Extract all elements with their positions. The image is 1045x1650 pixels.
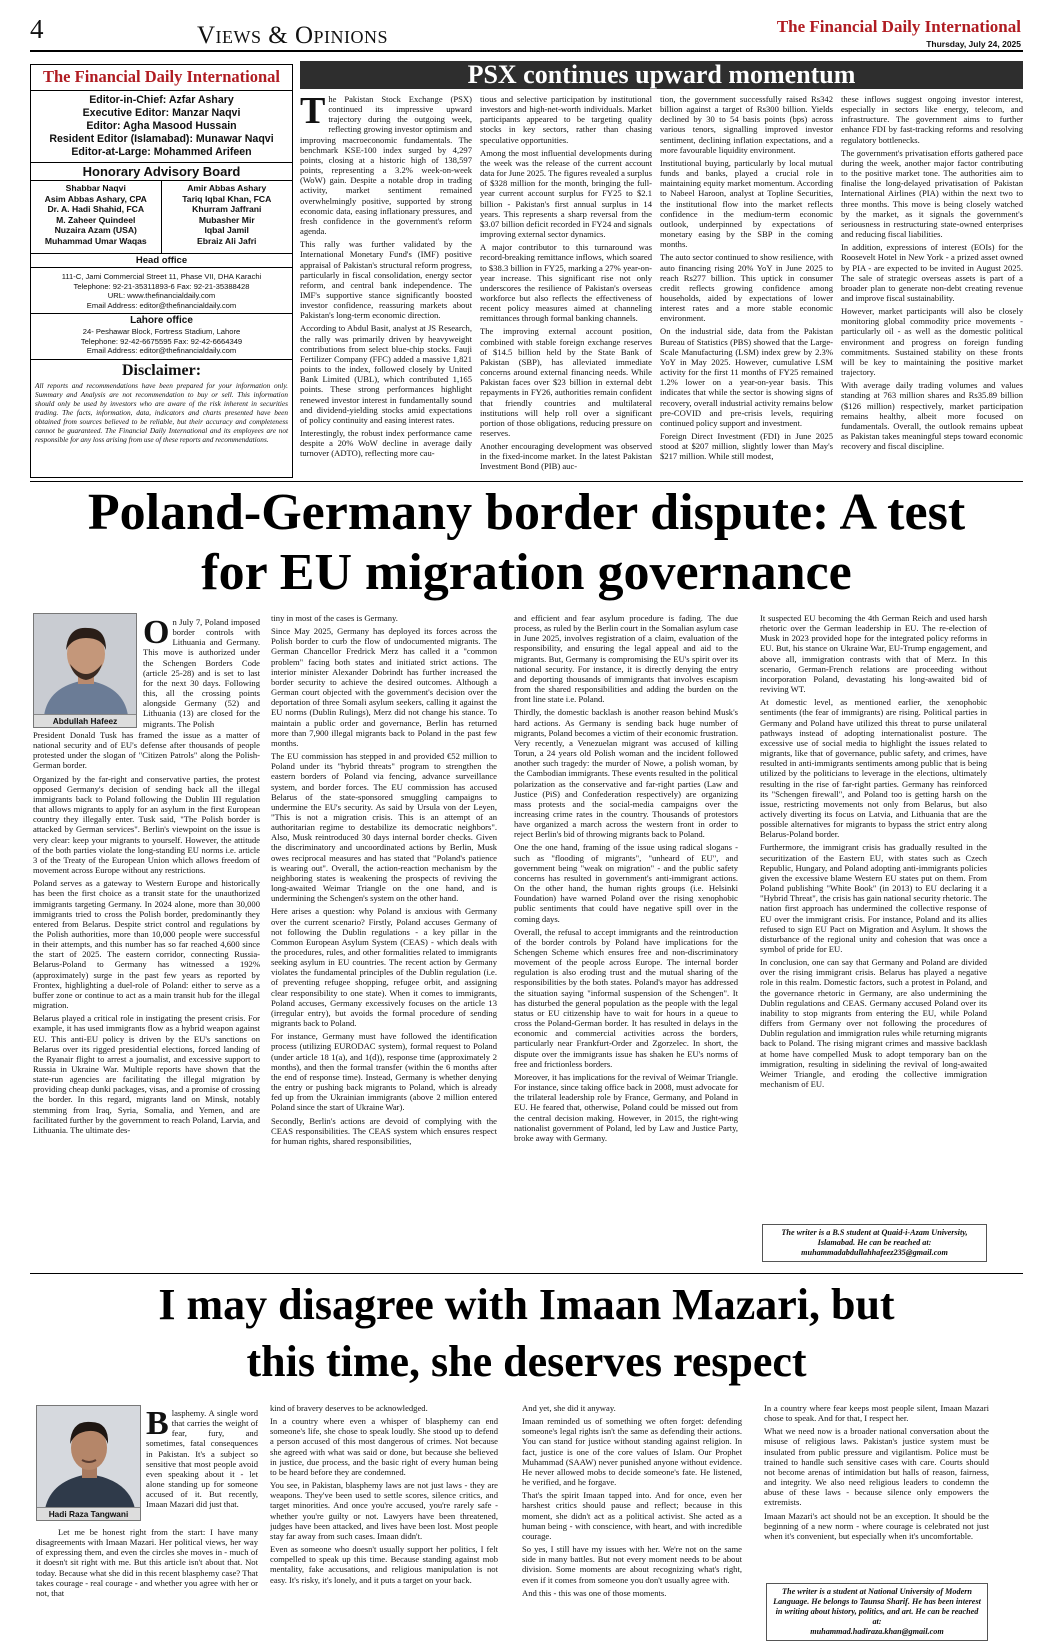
lahore-office-line: 24- Peshawar Block, Fortress Stadium, Lahore <box>82 327 241 336</box>
poland-dropcap: O <box>143 617 170 651</box>
editors-list <box>31 91 292 163</box>
paragraph: Overall, the refusal to accept immigrants and the reintroduction of the border controls by Poland have implications for the Schengen Scheme which ensures free and non-discriminatory movement of the people across Europe. The internal border regulation is also eroding trust and the mutual sharing of the responsibilities by the both states. Poland's mayor has addressed the situation saying "informal suspension of the Schengen". It has disturbed the general population as the people with the legal status or EU citizenship have to wait for hours in a queue to cross the Poland-German border. It has resulted in delays in the economic and commercial activities across the borders, particularly near Frankfurt-Order and Zgorzelec. In short, the dispute over the immigrants issue has shaken he EU's norms of free and frictionless borders. <box>514 926 738 1069</box>
paragraph: Here arises a question: why Poland is anxious with Germany over the current scenario? Firstly, Poland accuses Germany of not following the Dublin regulations - a key pillar in the Common European Asylum System (CEAS) - which deals with the procedures, rules, and other formalities related to immigrants seeking asylum in EU countries. The recent action by Germany violates the fundamental principles of the Dublin regulation (i.e. of preventing refugee shopping, refugee orbit, and assigning clear responsibility to one state). When it comes to immigrants, Poland accuses, Germany excessively focuses on the article 13 (irregular entry), but avoids the formal procedure of sending migrants back to Poland. <box>271 906 497 1029</box>
psx-column-1 <box>300 94 472 478</box>
header-date: Thursday, July 24, 2025 <box>926 39 1021 49</box>
lahore-office <box>31 327 292 360</box>
portrait-icon <box>37 1406 141 1509</box>
paragraph: Secondly, Berlin's actions are devoid of complying with the CEAS responsibilities. The CEAS system which ensures respect for human rights, shared responsibilities, <box>271 1115 497 1146</box>
advisory-board-right <box>162 181 293 253</box>
paragraph: Interestingly, the robust index performance came despite a 20% WoW decline in average daily turnover (ADTO), reflecting more cau- <box>300 428 472 459</box>
board-member: Shabbar Naqvi <box>65 183 126 193</box>
lahore-office-line: Telephone: 92-42-6675595 Fax: 92-42-6664349 <box>80 336 243 346</box>
header-rule <box>30 50 1023 52</box>
paragraph: Moreover, it has implications for the revival of Weimar Triangle. For instance, since taking office back in 2008, must advocate for the trilateral leadership role by France, Germany, and Poland in EU. He feared that, otherwise, Poland could be missed out from the central decision making. However, in 2015, the right-wing nationalist government of Poland, led by Law and Justice Party, broke away with Germany. <box>514 1071 738 1143</box>
poland-headline-line: Poland-Germany border dispute: A test <box>87 484 966 541</box>
paragraph: At domestic level, as mentioned earlier, the xenophobic sentiments (the fear of immigrants) are rising. Political parties in Germany and Poland have utilized this threat to purse unilateral pathways instead of adopting internationalist posture. The excessive use of social media to highlight the issues related to migrants, like that of governance, public safety, and crimes, have resulted in anti-immigrants sentiments among public that is being utilized by the politicians to leverage in the elections, ultimately resulting in the rise of far-right parties. Germany has reinforced its "Schengen firewall", and Poland too is getting harsh on the issue, restricting movements not only from Belarus, but also actively diverting its focus on Latvia, and Lithuania that are the possible alternatives for migrants to bypass the strict entry along Belarus-Poland border. <box>760 697 987 840</box>
board-member: Mubasher Mir <box>198 214 255 225</box>
paragraph: n July 7, Poland imposed border controls with Lithuania and Germany. This move is authorized under the Schengen Borders Code (article 25-28) and is set to last for the next 30 days. Following this, all the crossing points alongside Germany (52) and Lithuania (13) are closed for the migrants. The Polish <box>143 617 260 729</box>
paragraph: The government's privatisation efforts gathered pace during the week, another major factor contributing to the positive market tone. The authorities aim to finalise the long-delayed privatisation of Pakistan International Airlines (PIA) within the next two to three months. This move is being closely watched by the market, as it signals the government's seriousness in restructuring state-owned enterprises and reducing fiscal liabilities. <box>841 147 1023 240</box>
disclaimer-text: All reports and recommendations have been prepared for your information only. Summary and Analysis are not recommendation to buy or sell. This information should only be used by investors who are aware of the risk inherent in securities trading. The facts, information, data, indicators and charts presented have been obtained from sources believed to be reliable, but their accuracy and completeness cannot be guaranteed. The Financial Daily International and its employees are not responsible for any loss arising from use of these reports and recommendations. <box>35 380 288 445</box>
lahore-office-line: Email Address: editor@thefinancialdaily.com <box>86 346 237 355</box>
poland-author-bio <box>762 1224 987 1262</box>
paragraph: In conclusion, one can say that Germany and Poland are divided over the rising immigrant crisis. Belarus has played a negative role in this realm. Domestic factors, such a protest in Poland, and the governance rhetoric in Germany, are also undermining the Dublin regulations and CEAS. Germany accused Poland over its inability to stop migrants from entering the EU, while Poland differs from Germany over not following the procedures of Dublin regulation and immigration rules while returning migrants back to Poland. The rising migrant crimes and massive backlash at home have compelled Musk to adopt temporary ban on the immigration, resulting in sidelining the revival of long-awaited Weimer Triangle, and eroding the collective immigration mechanism of EU. <box>760 957 987 1090</box>
paragraph: Furthermore, the immigrant crisis has gradually resulted in the securitization of the Eastern EU, with states such as Czech Republic, Hungary, and Poland adopting anti-immigrants policies given the excessive blame Western EU states put on them. From Poland publishing "White Book" (in 2013) to EU declaring it a "Hybrid Threat", the crisis has gain national security rhetoric. The nation first approach has undermined the collective response of EU over the immigrant crisis. For instance, Poland and its allies refused to sign EU Pact on Migration and Asylum. It shows the disturbance of the regional unity and cohesion that was once a symbol of pride for EU. <box>760 842 987 954</box>
paragraph: Among the most influential developments during the week was the release of the current account data for June 2025. The figures revealed a surplus of $328 million for the month, bringing the full-year current account surplus for FY25 to $2.1 billion - Pakistan's first annual surplus in 14 years. This represents a sharp reversal from the $3.07 billion deficit recorded in FY24 and signals improving external sector dynamics. <box>480 147 652 240</box>
paragraph: tious and selective participation by institutional investors and high-net-worth individuals. Market participants appeared to be targeting quality stocks in key sectors, rather than chasing speculative opportunities. <box>480 94 652 145</box>
bio-email: muhammad.hadiraza.khan@gmail.com <box>810 1627 944 1636</box>
poland-column-2 <box>271 613 497 1269</box>
board-member: M. Zaheer Quindeel <box>56 214 136 225</box>
paragraph: That's the spirit Imaan tapped into. And for once, even her harshest critics should pause and reflect; because in this moment, she didn't act as a political activist. She acted as a human being - with conscience, with heart, and with incredible courage. <box>522 1490 742 1541</box>
section-divider <box>30 1273 1023 1274</box>
paragraph: And yet, she did it anyway. <box>522 1403 616 1413</box>
editor-line: Executive Editor: Manzar Naqvi <box>82 107 241 119</box>
mazari-headline-line: I may disagree with Imaan Mazari, but <box>158 1280 895 1329</box>
paragraph: tiny in most of the cases is Germany. <box>271 613 398 623</box>
advisory-board-left <box>31 181 162 253</box>
mazari-column-4 <box>764 1403 989 1583</box>
bio-email: muhammadabdullahhafeez235@gmail.com <box>801 1248 948 1257</box>
board-member: Iqbal Jamil <box>204 225 249 235</box>
paragraph: Institutional buying, particularly by local mutual funds and banks, played a crucial role in maintaining equity market momentum. According to Nabeel Haroon, analyst at Topline Securities, the institutional flow into the market reflects confidence in the medium-term economic outlook, underpinned by expectations of monetary easing by the SBP in the coming months. <box>660 157 833 250</box>
editor-line: Editor: Agha Masood Hussain <box>86 120 237 132</box>
paragraph: Belarus played a critical role in instigating the present crisis. For example, it has used immigrants flow as a hybrid weapon against EU. This anti-EU policy is driven by the EU's sanctions on Belarus over its rigged presidential elections, forced landing of the Ryanair flight to arrest a journalist, and excessive support to Russia in Ukraine War. Multiple reports have shown that the state-run agencies are facilitating the illegal migration by providing cheap dunki packages, visas, and a promise of crossing the border. In this regard, migrants land on Minsk, notably stemming from Iraq, Syria, Somalia, and Yemen, and are facilitated further by the government to reach Poland, Larvia, and Lithuania. The ultimate des- <box>33 1013 260 1135</box>
author-photo-hadi <box>36 1405 141 1521</box>
poland-headline-line: for EU migration governance <box>201 544 852 601</box>
advisory-board <box>31 181 292 254</box>
paragraph: The EU commission has stepped in and provided €52 million to Poland under its "hybrid threats" program to strengthen the eastern borders of Poland via fencing, advance surveillance system, and border forces. The EU commission has accused Belarus of the state-sponsored smuggling campaigns to undermine the EU's security. As said by Ursula von der Leyen, "This is not a migration crisis. This is an attempt of an authoritarian regime to destabilize its democratic neighbors". Also, Musk reintroduced 30 days internal border checks. Given the discriminatory and uncoordinated actions by Berlin, Musk owes reciprocal measures and has stated that "Poland's patience is wearing out". Overall, the action-reaction mechanism by the neighboring states is weakening the prospects of reviving the long-awaited Weimar Triangle on the one hand, and is undermining the Schengen's system on the other hand. <box>271 751 497 904</box>
paragraph: Thirdly, the domestic backlash is another reason behind Musk's hard actions. As Germany is sending back huge number of migrants, Poland becomes a victim of their economic frustration. Very recently, a Venezuelan migrant was accused of killing Torun, a 24 years old Polish woman and the incident followed another such tragedy: the murder of Nowe, a polish woman, by the Cambodian immigrants. These events resulted in the political polarization as the conservative and far-right parties (Law and Justice (PiS) and Confederation respectively) are organizing mass protests and the social-media campaigns over the increasing crime rates in the country. Thousands of protestors have organized a march across the western front in order to reject Berlin's bid of throwing migrants back to Poland. <box>514 707 738 840</box>
head-office-line: URL: www.thefinancialdaily.com <box>107 291 216 300</box>
portrait-icon <box>34 614 137 716</box>
paragraph: In a country where fear keeps most people silent, Imaan Mazari chose to speak. And for that, I respect her. <box>764 1403 989 1424</box>
board-member: Amir Abbas Ashary <box>187 183 267 193</box>
paragraph: You see, in Pakistan, blasphemy laws are not just laws - they are weapons. They've been used to settle scores, silence critics, and target minorities. And once you're accused, you're rarely safe - whether you're guilty or not. Lawyers have been threatened, judges have been attacked, and lives have been lost. Most people stay far away from such cases. Imaan didn't. <box>270 1480 498 1541</box>
page-number: 4 <box>30 14 44 44</box>
psx-headline <box>300 61 1023 89</box>
paragraph: On the industrial side, data from the Pakistan Bureau of Statistics (PBS) showed that the Large-Scale Manufacturing (LSM) index grew by 2.3% YoY in May 2025. However, cumulative LSM activity for the first 11 months of FY25 remained 1.2% lower on a year-on-year basis. This indicates that while the sector is showing signs of recovery, overall industrial activity remains below pre-COVID and pre-crisis levels, requiring continued policy support and investment. <box>660 326 833 428</box>
paragraph: tion, the government successfully raised Rs342 billion against a target of Rs300 billion. Yields declined by 30 to 54 basis points (bps) across various tenors, signalling improved investor sentiment, declining inflation expectations, and a more favourable liquidity environment. <box>660 94 833 155</box>
board-member: Muhammad Umar Waqas <box>44 235 147 246</box>
mazari-headline <box>30 1276 1023 1390</box>
paragraph: Let me be honest right from the start: I have many disagreements with Imaan Mazari. Her political views, her way of expressing them, and even the circles she moves in - much of it doesn't sit right with me. But this article isn't about that. Not today. Because what she did in this recent blasphemy case? That takes courage - real courage - and whether you agree with her or not, that <box>36 1527 258 1598</box>
paragraph: This rally was further validated by the International Monetary Fund's (IMF) positive appraisal of Pakistan's structural reform progress, particularly in fiscal consolidation, energy sector reform, and central bank independence. The IMF's supportive stance significantly boosted investor confidence, reassuring markets about Pakistan's long-term economic direction. <box>300 239 472 321</box>
paragraph: And this - this was one of those moments. <box>522 1587 667 1598</box>
paragraph: It suspected EU becoming the 4th German Reich and used harsh rhetoric over the German leadership in EU. The re-election of Musk in 2023 provided hope for the integrated policy reforms in EU. But, his stance on Ukraine War, EU-Trump engagement, and above all, immigration contrasts with that of Merz. In this scenario, German-French relations are proceeding without incorporation Poland, devastating his long-awaited bid of reviving WT. <box>760 613 987 695</box>
head-office-title: Head office <box>31 254 292 268</box>
psx-dropcap: T <box>300 94 326 132</box>
mazari-author-bio <box>766 1583 988 1641</box>
paragraph: With average daily trading volumes and values standing at 763 million shares and Rs35.89 billion ($126 million) respectively, market participation remains healthy, albeit more focused on fundamentals. Overall, the outlook remains upbeat as Pakistan takes meaningful steps toward economic recovery and fiscal discipline. <box>841 380 1023 452</box>
lahore-office-title: Lahore office <box>130 315 193 326</box>
section-divider <box>30 481 1023 482</box>
board-member: Asim Abbas Ashary, CPA <box>44 193 147 204</box>
author-name-hadi: Hadi Raza Tangwani <box>37 1507 140 1520</box>
paragraph: and efficient and fear asylum procedure is fading. The due process, as ruled by the Berlin court in the Somalian asylum case in June 2025, involves registration of a claim, evaluation of the responsibility, and ensuring the legal appeal and aid to the migrants. But, Germany is compromising the EU's spirit over its national security. For instance, it is directly denying the entry and deporting thousands of immigrants that involves escapism from the shared responsibilities and adding the burden on the front line state i.e. Poland. <box>514 613 738 705</box>
paragraph: One the one hand, framing of the issue using radical slogans - such as "flooding of migrants", "unheard of EU", and government being "weak on migration" - and the public safety concerns has resulted in government's anti-immigrant actions. On the other hand, the human rights groups (i.e. Helsinki Foundation) have warned Poland over the rising xenophobic public sentiments that could have negative spill over in the coming days. <box>514 842 738 924</box>
psx-column-2 <box>480 94 652 478</box>
mazari-column-2 <box>270 1403 498 1643</box>
paragraph: In addition, expressions of interest (EOIs) for the Roosevelt Hotel in New York - a prized asset owned by PIA - are expected to be invited in August 2025. The sale of strategic overseas assets is part of a broader plan to generate non-debt creating revenue and improve fiscal sustainability. <box>841 242 1023 303</box>
header-paper-name: The Financial Daily International <box>776 17 1021 36</box>
paragraph: What we need now is a broader national conversation about the misuse of religious laws. Pakistan's justice system must be insulated from public pressure and vigilantism. Police must be trained to handle such sensitive cases with care. Courts should not become arenas of intimidation but halls of reason, fairness, and integrity. We also need religious leaders to condemn the abuse of these laws - because silence only empowers the extremists. <box>764 1426 989 1508</box>
mazari-dropcap: B <box>146 1408 169 1442</box>
paragraph: these inflows suggest ongoing investor interest, especially in sectors like energy, telecom, and infrastructure. The government aims to further enhance FDI by fast-tracking reforms and resolving regulatory bottlenecks. <box>841 94 1023 145</box>
board-member: Tariq Iqbal Khan, FCA <box>182 193 272 204</box>
advisory-board-title: Honorary Advisory Board <box>31 163 292 181</box>
board-member: Dr. A. Hadi Shahid, FCA <box>47 204 145 214</box>
paragraph: Imaan Mazari's act should not be an exception. It should be the beginning of a new norm - where courage is celebrated not just when it's convenient, but especially when it's uncomfortable. <box>764 1510 989 1541</box>
paragraph: However, market participants will also be closely monitoring global commodity price movements - particularly oil - as well as the domestic political environment and progress on foreign funding commitments. Sustained stability on these fronts will be key to maintaining the positive market trajectory. <box>841 306 1023 378</box>
mazari-column-1 <box>36 1527 258 1642</box>
mazari-headline-line: this time, she deserves respect <box>246 1337 807 1386</box>
board-member: Ebraiz Ali Jafri <box>197 235 257 246</box>
paragraph: So yes, I still have my issues with her. We're not on the same side in many battles. But not every moment needs to be about division. Some moments are about recognizing what's right, even if it comes from someone you don't usually agree with. <box>522 1544 742 1585</box>
poland-column-1 <box>33 730 260 1270</box>
poland-column-4 <box>760 613 987 1219</box>
author-photo-abdullah <box>33 613 137 728</box>
head-office-line: Email Address: editor@thefinancialdaily.com <box>86 300 237 310</box>
paragraph: Another encouraging development was observed in the fixed-income market. In the latest Pakistan Investment Bond (PIB) auc- <box>480 441 652 472</box>
poland-intro <box>143 617 260 729</box>
masthead-box <box>30 64 293 478</box>
paragraph: Even as someone who doesn't usually support her politics, I felt compelled to speak up this time. Because standing against mob mentality, fake accusations, and religious manipulation is not easy. It's risky, it's lonely, and it puts a target on your back. <box>270 1544 498 1585</box>
paragraph: The auto sector continued to show resilience, with auto financing rising 20% YoY in June 2025 to reach Rs277 billion. This uptick in consumer credit reflects growing confidence among households, aided by expectations of lower interest rates and a more stable economic environment. <box>660 252 833 324</box>
board-member: Nuzaira Azam (USA) <box>54 225 137 235</box>
psx-headline-text: PSX continues upward momentum <box>467 60 856 89</box>
paragraph: Poland serves as a gateway to Western Europe and historically has been the first choice as a transit state for the unauthorized immigrants targeting Germany. In 2024 alone, more than 30,000 immigrants tried to cross the Polish border, predominantly they entered from Belarus. Despite strict control and regulations by the Polish authorities, more than 10,000 people were successful in their attempts, and this number has so far reached 4,600 since the start of 2025. The eastern corridor, connecting Russia-Belarus-Poland to Germany has witnessed a 192% (approximately) surge in the past few years as reported by Frontex, highlighting a duel-role of Poland: either to serve as a buffer zone or continue to act as a main transit hub for the illegal migration. <box>33 878 260 1011</box>
psx-column-3 <box>660 94 833 478</box>
editor-line: Resident Editor (Islamabad): Munawar Naqvi <box>49 133 274 145</box>
mazari-intro <box>146 1408 258 1525</box>
poland-column-3 <box>514 613 738 1269</box>
head-office <box>31 268 292 314</box>
paragraph: According to Abdul Basit, analyst at JS Research, the rally was primarily driven by heavyweight contributions from select blue-chip stocks. Fauji Fertilizer Company (FFC) added a massive 1,821 points to the index, followed closely by United Bank Limited (UBL), which contributed 1,165 points. These strong performances highlight renewed investor interest in fundamentally sound and dividend-yielding stocks amid expectations of policy continuity and easing interest rates. <box>300 323 472 425</box>
paragraph: Foreign Direct Investment (FDI) in June 2025 stood at $207 million, slightly lower than May's $217 million. While still modest, <box>660 431 833 462</box>
paragraph: For instance, Germany must have followed the identification process (utilizing EURODAC system), formal request to Poland (under article 18 1(a), and 1(d)), response time (approximately 2 months), and then the formal transfer (within the 6 months after the end of response time). Instead, Germany is whether denying the entry or pushing back migrants to Poland, which is already fed up from the Ukrainian immigrants (above 2 million entered Poland since the start of Ukraine War). <box>271 1031 497 1113</box>
bio-text: The writer is a student at National University of Modern Language. He belongs to Taunsa Sharif. He has been interest in writing about history, politics, and art. He can be reached at: <box>773 1587 981 1626</box>
editor-line: Editor-in-Chief: Azfar Ashary <box>89 94 234 106</box>
paragraph: A major contributor to this turnaround was record-breaking remittance inflows, which soared to $38.3 billion in FY25, marking a 27% year-on-year increase. This significant rise not only underscores the resilience of Pakistan's overseas workforce but also reflects the effectiveness of recent policy measures aimed at channeling remittances through formal banking channels. <box>480 242 652 324</box>
paragraph: President Donald Tusk has framed the issue as a matter of national security and of EU's defense after thousands of people protested under the slogan of "Citizen Patrols" along the Polish-German border. <box>33 730 260 771</box>
author-name-abdullah: Abdullah Hafeez <box>34 714 136 727</box>
board-member: Khurram Jaffrani <box>192 204 262 214</box>
paragraph: lasphemy. A single word that carries the weight of fear, fury, and sometimes, fatal consequences in Pakistan. It's a subject so sensitive that most people avoid even speaking about it - let alone standing up for someone accused of it. But recently, Imaan Mazari did just that. <box>146 1408 258 1510</box>
editor-line: Editor-at-Large: Mohammed Arifeen <box>71 146 252 158</box>
paragraph: In a country where even a whisper of blasphemy can end someone's life, she chose to speak loudly. She stood up to defend a person accused of this most dangerous of crimes. Not because she agreed with what was said or done, but because she believed in justice, due process, and the basic right of every human being to be heard before they are condemned. <box>270 1416 498 1477</box>
masthead-paper-name: The Financial Daily International <box>31 65 292 91</box>
paragraph: Since May 2025, Germany has deployed its forces across the Polish border to curb the flow of undocumented migrants. The German Chancellor Fredrick Merz has called it a "common problem" facing both states and initiated strict actions. The interior minister Alexander Dobrindt has further increased the border security to achieve the desired outcomes. Although a German court objected with the government's decision over the deportation of three Somali asylum seekers, calling it against the EU norms (Dublin Rulings), Merz did not change his stance. To maintain a public order and governance, Berlin has returned more than 7,900 illegal migrants back to Poland in the past few months. <box>271 626 497 748</box>
poland-headline <box>30 483 1023 603</box>
paragraph: kind of bravery deserves to be acknowledged. <box>270 1403 428 1413</box>
head-office-line: Telephone: 92-21-35311893-6 Fax: 92-21-35388428 <box>73 281 250 291</box>
paragraph: Organized by the far-right and conservative parties, the protest opposed Germany's decision of sending back all the illegal immigrants back to Poland following the Dublin III regulation that allows migrants to apply for an asylum in the first European country they illegally enter. Tusk said, "The Polish border is attacked by German services". Berlin's viewpoint on the issue is very clear: keep your migrants to yourself. However, the attitude of the both parties violate the long-standing EU norms i.e. article 3 of the Treaty of the European Union which allows freedom of movement across Europe without any restrictions. <box>33 773 260 876</box>
paragraph: Imaan reminded us of something we often forget: defending someone's legal rights isn't the same as defending their actions. You can stand for justice without standing against religion. In fact, justice is one of the core values of Islam. Our Prophet Muhammad (SAAW) never punished anyone without evidence. He never allowed mobs to decide someone's fate. He listened, he verified, and he forgave. <box>522 1416 742 1488</box>
paragraph: he Pakistan Stock Exchange (PSX) continued its impressive upward trajectory during the outgoing week, reflecting growing investor optimism and improving macroeconomic fundamentals. The benchmark KSE-100 index surged by 4,297 points, closing at a historic high of 138,597 points, representing a 3.2% week-on-week (WoW) gain. Despite a notable drop in trading activity, market sentiment remained overwhelmingly positive, supported by strong economic data, easing inflationary pressures, and fresh confidence in the government's reform agenda. <box>300 94 472 237</box>
paragraph: The improving external account position, combined with stable foreign exchange reserves of $14.5 billion held by the State Bank of Pakistan (SBP), has alleviated immediate concerns around external financing needs. While Pakistan faces over $23 billion in external debt repayments in FY26, authorities remain confident that friendly countries and multilateral institutions will help roll over a significant portion of those obligations, reducing pressure on reserves. <box>480 326 652 438</box>
bio-text: The writer is a B.S student at Quaid-i-Azam University, Islamabad. He can be reached at: <box>781 1228 968 1247</box>
psx-column-4 <box>841 94 1023 478</box>
disclaimer-title: Disclaimer: <box>121 361 202 379</box>
mazari-column-3 <box>522 1403 742 1643</box>
section-title: Views & Opinions <box>197 22 389 49</box>
head-office-line: 111-C, Jami Commercial Street 11, Phase VII, DHA Karachi <box>61 272 262 281</box>
